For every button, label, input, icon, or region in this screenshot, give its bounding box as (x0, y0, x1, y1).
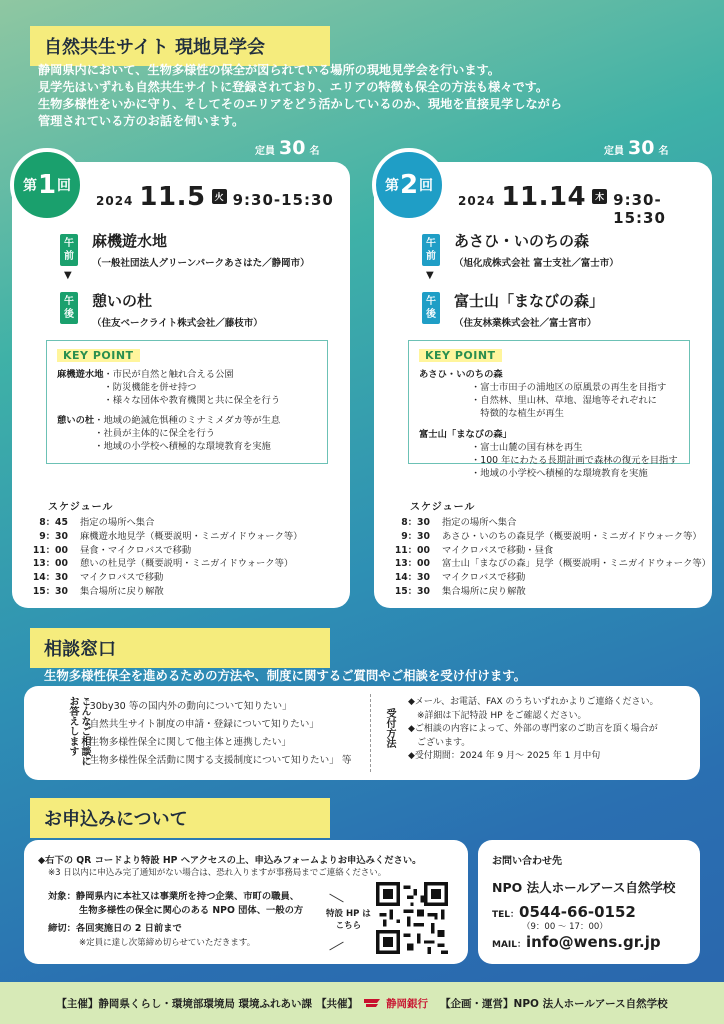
session-date: 2024 11.14 木 9:30-15:30 (458, 182, 666, 227)
schedule-list (388, 516, 711, 599)
apply-box: ◆右下の QR コードより特設 HP へアクセスの上、申込みフォームよりお申込みください。 ※3 日以内に申込み完了通知がない場合は、恐れ入りますが事務局までご連絡ください。 対象：静岡県内に本社又は事業所を持つ企業、市町の職員、 生物多様性の保全に関心のある NPO 団体、一般の方 締切：各回実施日の 2 日前まで ※定員に達し次第締め切らせていただきます。 特設 HP は こちら (24, 840, 468, 964)
consult-lead: 生物多様性保全を進めるための方法や、制度に関するご質問やご相談を受け付けます。 (44, 668, 526, 683)
hp-label: 特設 HP は こちら (326, 909, 371, 931)
schedule-row: 9：30 麻機遊水地見学（概要説明・ミニガイドウォーク等） (39, 530, 303, 542)
schedule-row: 14：30 マイクロバスで移動 (394, 572, 526, 584)
contact-title: お問い合わせ先 (492, 856, 562, 867)
schedule-row: 8：45 指定の場所へ集合 (39, 517, 155, 528)
page-title: 自然共生サイト 現地見学会 (30, 26, 330, 66)
intro-text: 静岡県内において、生物多様性の保全が図られている場所の現地見学会を行います。 見学先はいずれも自然共生サイトに登録されており、エリアの特徴も保全の方法も様々です。 生物多様性をいかに守り、そしてそのエリアをどう活かしているのか、現地を直接見学しながら 管理されている方のお話を伺います。 (38, 63, 563, 128)
kp-block: 憩いの杜 ・地域の絶滅危惧種のミナミメダカ等が生息 ・社員が主体的に保全を行う ・地域の小学校へ積極的な環境教育を実施 (57, 415, 281, 452)
kp-block: 富士山「まなびの森」 ・富士山麓の国有林を再生 ・100 年にわたる長期計画で森林の復元を目指す ・地域の小学校へ積極的な環境教育を実施 (419, 429, 678, 479)
schedule-row: 8：30 指定の場所へ集合 (401, 517, 517, 528)
consult-title: 相談窓口 (30, 628, 330, 668)
schedule-row: 15：30 集合場所に戻り解散 (394, 585, 526, 597)
pm-tag: 午後 (60, 292, 78, 324)
bank-logo-icon (362, 995, 382, 1012)
footer: 【主催】静岡県くらし・環境部環境局 環境ふれあい課 【共催】 静岡銀行 【企画・運営】NPO 法人ホールアース自然学校 (0, 982, 724, 1024)
arrow-down-icon: ▼ (64, 270, 72, 281)
session-number-badge: 第 1 回 (10, 148, 84, 222)
apply-deadline: 締切：各回実施日の 2 日前まで ※定員に達し次第締め切らせていただきます。 (48, 923, 256, 948)
kp-block: 麻機遊水地 ・市民が自然と触れ合える公園 ・防災機能を併せ持つ ・様々な団体や教育機関と共に保全を行う (57, 369, 281, 406)
schedule-row: 13：00 憩いの杜見学（概要説明・ミニガイドウォーク等） (32, 558, 294, 570)
contact-tel[interactable]: TEL：0544-66-0152 (492, 903, 636, 921)
pm-place-block: 憩いの杜 （住友ベークライト株式会社／藤枝市） (92, 292, 263, 329)
schedule-row: 9：30 あさひ・いのちの森見学（概要説明・ミニガイドウォーク等） (401, 530, 702, 542)
session-date: 2024 11.5 火 9:30-15:30 (96, 182, 334, 212)
am-tag: 午前 (422, 234, 440, 266)
key-point-box: KEY POINT あさひ・いのちの森 ・富士市田子の浦地区の原風景の再生を目指す ・自然林、里山林、草地、湿地等それぞれに 特徴的な植生が再生 富士山「まなびの森」 ・富士山麓の国有林を再生 ・100 年にわたる長期計画で森林の復元を目指す ・地域の小学校へ積極的な環境教育を実施 (408, 340, 690, 464)
schedule-row: 15：30 集合場所に戻り解散 (32, 585, 164, 597)
session-number-badge: 第 2 回 (372, 148, 446, 222)
arrow-down-icon: ▼ (426, 270, 434, 281)
schedule-row: 11：00 昼食・マイクロバスで移動 (32, 544, 192, 556)
key-point-box: KEY POINT 麻機遊水地 ・市民が自然と触れ合える公園 ・防災機能を併せ持つ ・様々な団体や教育機関と共に保全を行う 憩いの杜 ・地域の絶滅危惧種のミナミメダカ等が生息 ・社員が主体的に保全を行う ・地域の小学校へ積極的な環境教育を実施 (46, 340, 328, 464)
contact-mail[interactable]: MAIL：info@wens.gr.jp (492, 933, 661, 951)
consult-side-label: こんなご相談にお答えします (67, 696, 90, 766)
method-label: 受付方法 (384, 708, 395, 748)
pm-tag: 午後 (422, 292, 440, 324)
schedule-title: スケジュール (410, 502, 476, 513)
contact-org: NPO 法人ホールアース自然学校 (492, 880, 676, 895)
apply-target: 対象：静岡県内に本社又は事業所を持つ企業、市町の職員、 生物多様性の保全に関心のある NPO 団体、一般の方 (48, 891, 304, 916)
session-card (12, 162, 350, 608)
am-tag: 午前 (60, 234, 78, 266)
schedule-title: スケジュール (48, 502, 114, 513)
contact-hours: （9：00 ～ 17：00） (522, 922, 608, 932)
consult-items: 「30by30 等の国内外の動向について知りたい」 「自然共生サイト制度の申請・登録について知りたい」 「生物多様性保全に関して他主体と連携したい」 「生物多様性保全活動に関する支援制度について知りたい」 等 (80, 701, 352, 766)
am-place-block: 麻機遊水地 （一般社団法人グリーンパークあさはた／静岡市） (92, 232, 310, 269)
am-place-block: あさひ・いのちの森 （旭化成株式会社 富士支社／富士市） (454, 232, 619, 269)
pm-place-block: 富士山「まなびの森」 （住友林業株式会社／富士宮市） (454, 292, 605, 329)
capacity: 定員 30 名 (255, 137, 320, 159)
session-card (374, 162, 712, 608)
schedule-list (26, 516, 302, 599)
apply-title: お申込みについて (30, 798, 330, 838)
contact-box (478, 840, 700, 964)
qr-code[interactable] (376, 882, 448, 954)
kp-block: あさひ・いのちの森 ・富士市田子の浦地区の原風景の再生を目指す ・自然林、里山林、草地、湿地等それぞれに 特徴的な植生が再生 (419, 369, 667, 419)
schedule-row: 13：00 富士山「まなびの森」見学（概要説明・ミニガイドウォーク等） (394, 558, 711, 570)
schedule-row: 14：30 マイクロバスで移動 (32, 572, 164, 584)
capacity: 定員 30 名 (604, 137, 669, 159)
consult-box (24, 686, 700, 780)
consult-method: ◆メール、お電話、FAX のうちいずれかよりご連絡ください。 ※詳細は下記特設 HP をご確認ください。 ◆ご相談の内容によって、外部の専門家のご助言を頂く場合が ございます。 ◆受付期間：2024 年 9 月～ 2025 年 1 月中旬 (408, 697, 659, 761)
schedule-row: 11：00 マイクロバスで移動・昼食 (394, 544, 554, 556)
